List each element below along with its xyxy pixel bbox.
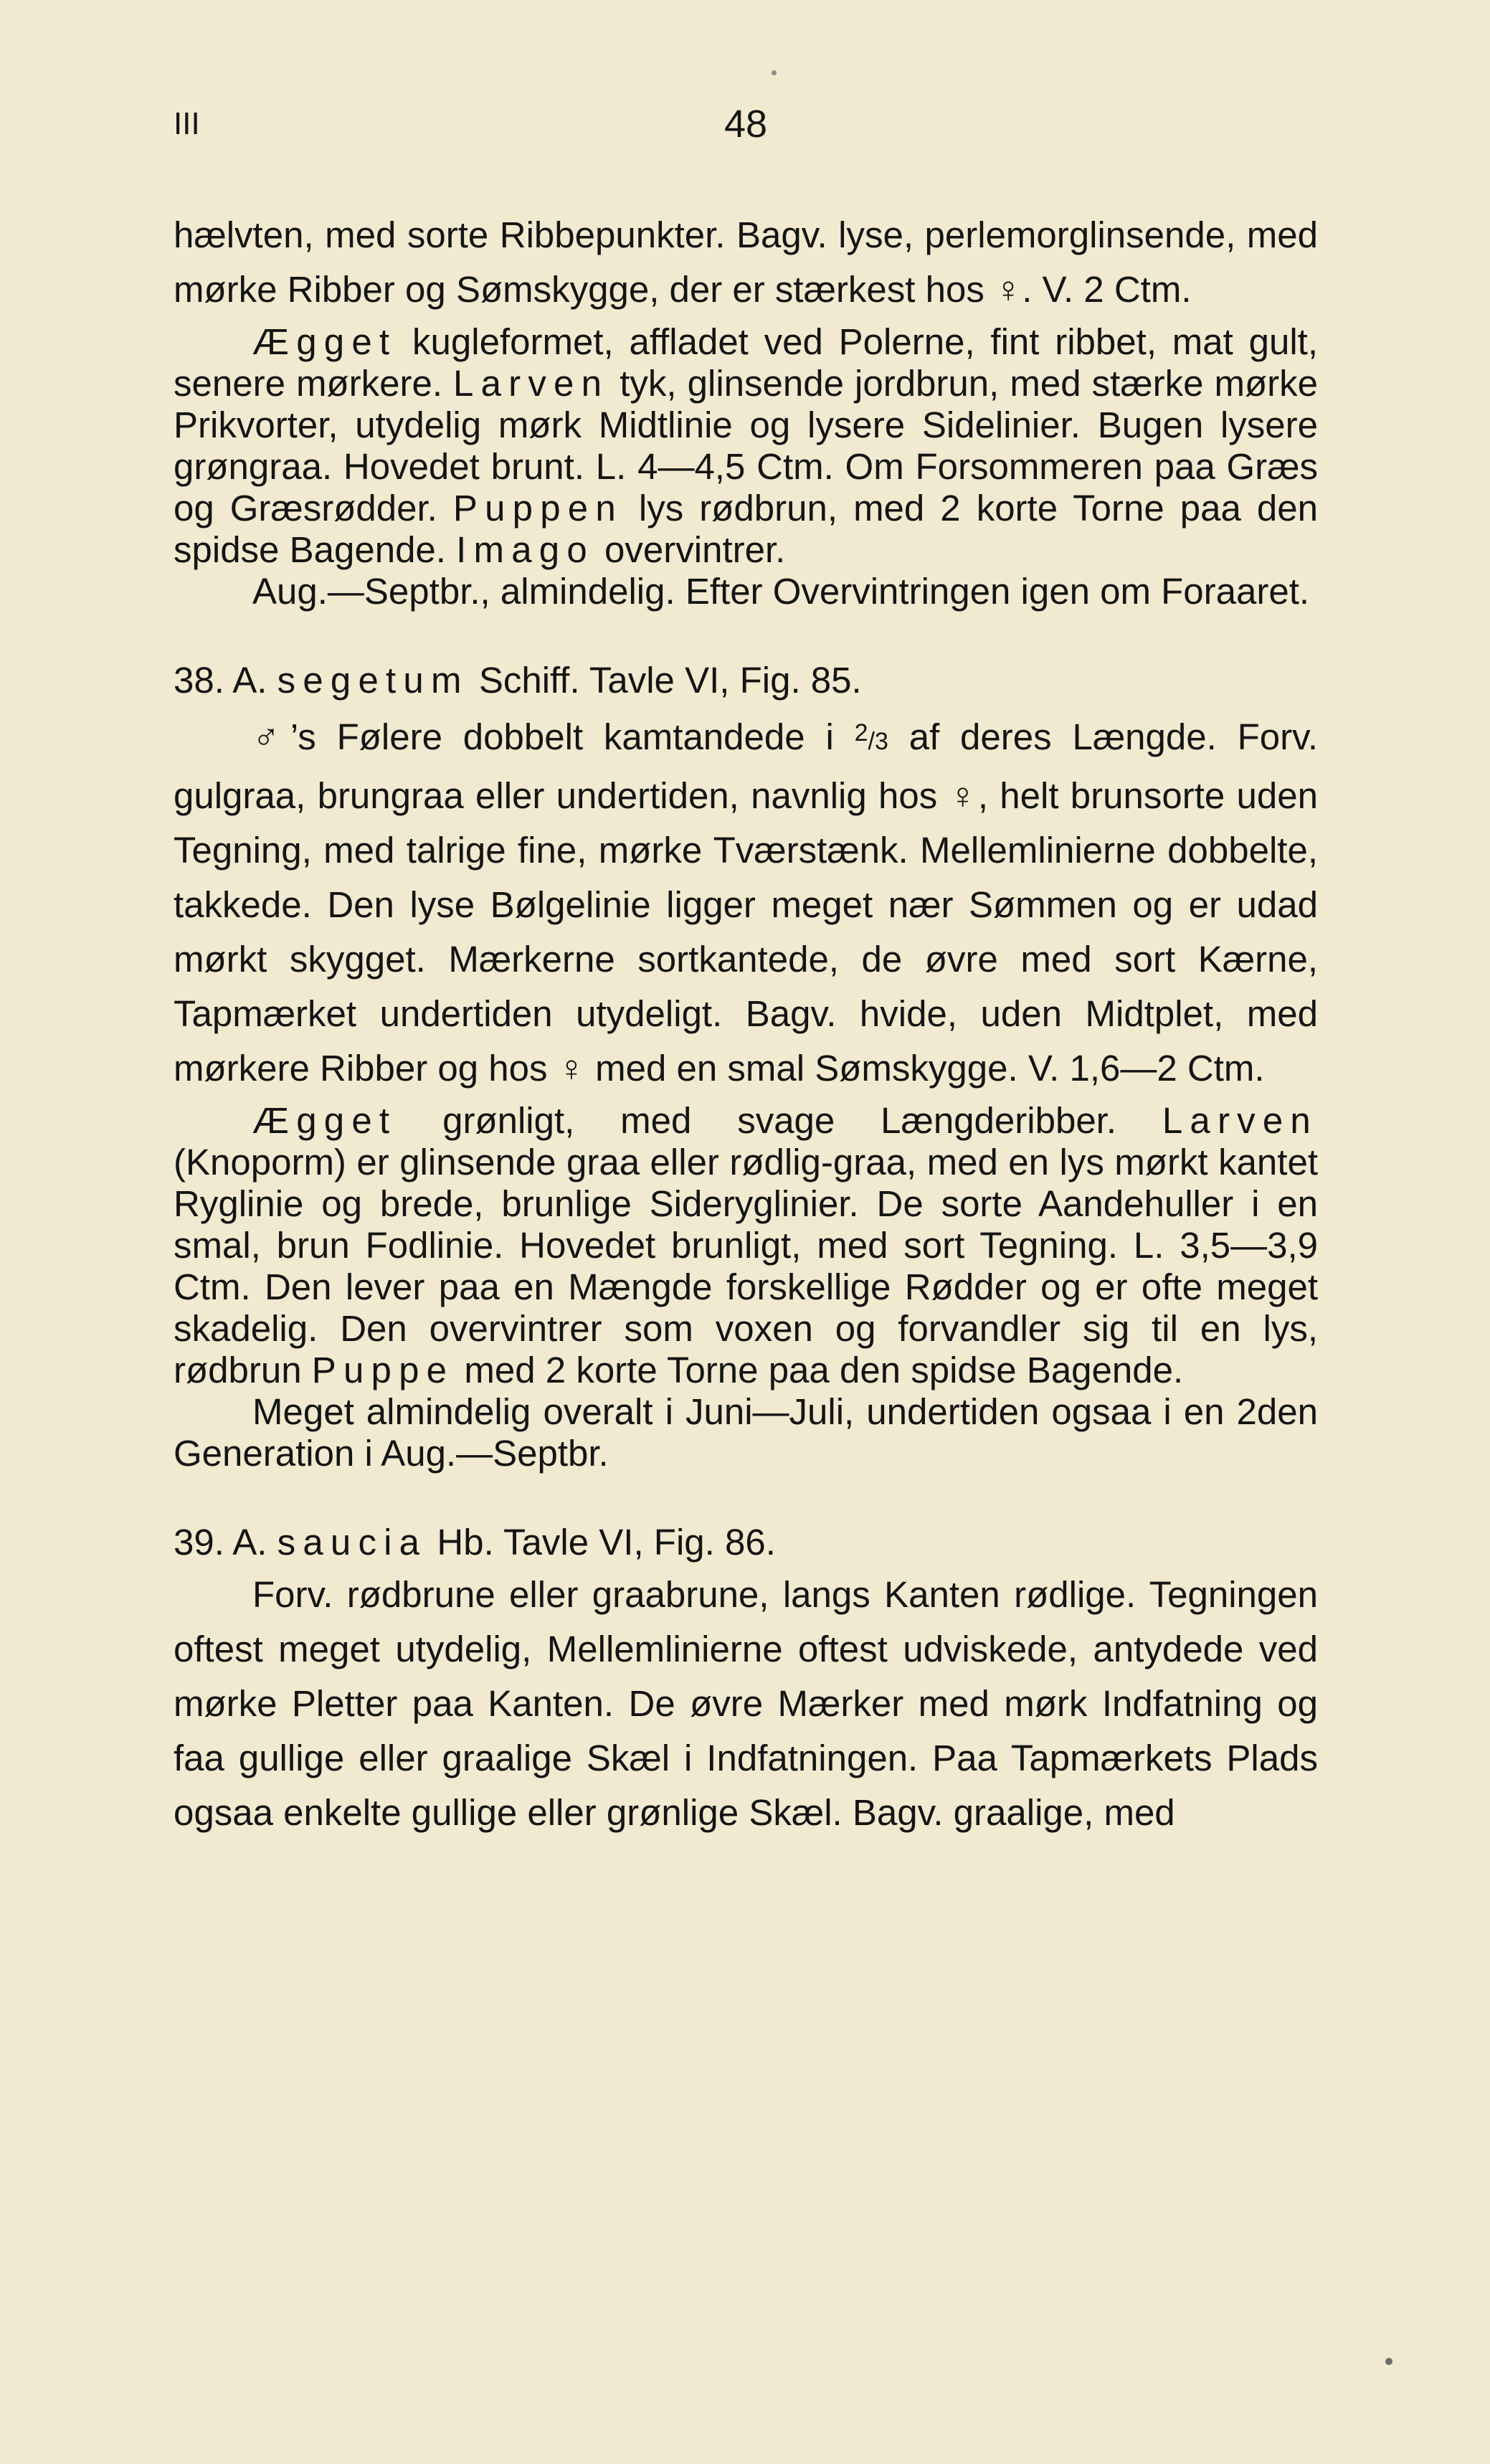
signature-mark: III <box>174 106 200 141</box>
paragraph-season: Aug.—Septbr., almindelig. Efter Overvintringen igen om Foraaret. <box>252 571 1310 612</box>
fraction-denominator: 3 <box>874 728 888 755</box>
term-pupa: Puppen <box>452 488 623 529</box>
text-run: kugleformet, affladet ved Polerne, fint ribbet, mat gult, senere mørkere. <box>174 321 1318 404</box>
species-name: saucia <box>277 1522 427 1563</box>
term-imago: Imago <box>456 529 594 570</box>
fraction-numerator: 2 <box>854 719 868 747</box>
paragraph-egg-larva-pupa <box>174 321 1318 571</box>
page-header <box>174 103 1318 156</box>
text-run: lys rødbrun, med 2 korte Torne paa den spidse Bagende. <box>174 488 1318 570</box>
page-number: 48 <box>723 103 768 146</box>
paragraph-38-season: Meget almindelig overalt i Juni—Juli, undertiden ogsaa i en 2den Generation i Aug.—Septbr. <box>174 1391 1318 1474</box>
paragraph-39-description: Forv. rødbrune eller graabrune, langs Kanten rødlige. Tegningen oftest meget utydelig, Mellemlinierne oftest udviskede, antydede ved mørke Pletter paa Kanten. De øvre Mærker med mørk Indfatning og faa gullige eller graalige Skæl i Indfatningen. Paa Tapmærkets Plads ogsaa enkelte gullige eller grønlige Skæl. Bagv. graalige, med <box>174 1574 1318 1833</box>
text-run: ♂’s Følere dobbelt kamtandede i <box>252 716 855 757</box>
paper-speck <box>772 70 777 75</box>
text-run: (Knoporm) er glinsende graa eller rødlig-graa, med en lys mørkt kantet Ryglinie og brede, brunlige Sideryglinier. De sorte Aandehuller i en smal, brun Fodlinie. Hovedet brunligt, med sort Tegning. L. 3,5—3,9 Ctm. Den lever paa en Mængde forskellige Rødder og er ofte meget skadelig. Den overvintrer som voxen og forvandler sig til en lys, rødbrun <box>174 1142 1318 1390</box>
species-heading-38 <box>174 660 1318 701</box>
species-number: 39. A. <box>174 1522 267 1563</box>
term-larva: Larven <box>1162 1100 1318 1141</box>
term-larva: Larven <box>453 363 609 404</box>
paragraph-38-description: ♂’s Følere dobbelt kamtandede i $^2$/3 af deres Længde. Forv. gulgraa, brungraa eller undertiden, navnlig hos ♀, helt brunsorte uden Tegning, med talrige fine, mørke Tværstænk. Mellemlinierne dobbelte, takkede. Den lyse Bølgelinie ligger meget nær Sømmen og er udad mørkt skygget. Mærkerne sortkantede, de øvre med sort Kærne, Tapmærket undertiden utydeligt. Bagv. hvide, uden Midtplet, med mørkere Ribber og hos ♀ med en smal Sømskygge. V. 1,6—2 Ctm. <box>174 716 1318 1089</box>
text-run: med 2 korte Torne paa den spidse Bagende. <box>454 1350 1184 1390</box>
species-name: segetum <box>277 660 469 701</box>
term-egg: Ægget <box>252 1100 397 1141</box>
text-run: tyk, glinsende jordbrun, med stærke mørke Prikvorter, utydelig mørk Midtlinie og lysere Sidelinier. Bugen lysere grøngraa. Hovedet brunt. L. 4—4,5 Ctm. Om Forsommeren paa Græs og Græsrødder. <box>174 363 1319 529</box>
species-authority: Schiff. Tavle VI, Fig. 85. <box>478 660 862 701</box>
paper-speck <box>1385 2358 1392 2365</box>
text-run: af deres Længde. Forv. gulgraa, brungraa eller undertiden, navnlig hos ♀, helt brunsorte uden Tegning, med talrige fine, mørke Tværstænk. Mellemlinierne dobbelte, takkede. Den lyse Bølgelinie ligger meget nær Sømmen og er udad mørkt skygget. Mærkerne sortkantede, de øvre med sort Kærne, Tapmærket undertiden utydeligt. Bagv. hvide, uden Midtplet, med mørkere Ribber og hos ♀ med en smal Sømskygge. V. 1,6—2 Ctm. <box>174 716 1318 1089</box>
text-run: grønligt, med svage Længderibber. <box>397 1100 1162 1141</box>
page-body <box>174 208 1318 1840</box>
paragraph-38-egg-larva <box>174 1100 1318 1391</box>
species-heading-39 <box>174 1522 1318 1563</box>
text-run: overvintrer. <box>594 529 786 570</box>
term-egg: Ægget <box>252 321 397 362</box>
paragraph-wing-description: hælvten, med sorte Ribbepunkter. Bagv. lyse, perlemorglinsende, med mørke Ribber og Sømskygge, der er stærkest hos ♀. V. 2 Ctm. <box>174 214 1318 310</box>
species-authority: Hb. Tavle VI, Fig. 86. <box>437 1522 776 1563</box>
term-pupa: Puppe <box>311 1350 455 1390</box>
species-number: 38. A. <box>174 660 267 701</box>
